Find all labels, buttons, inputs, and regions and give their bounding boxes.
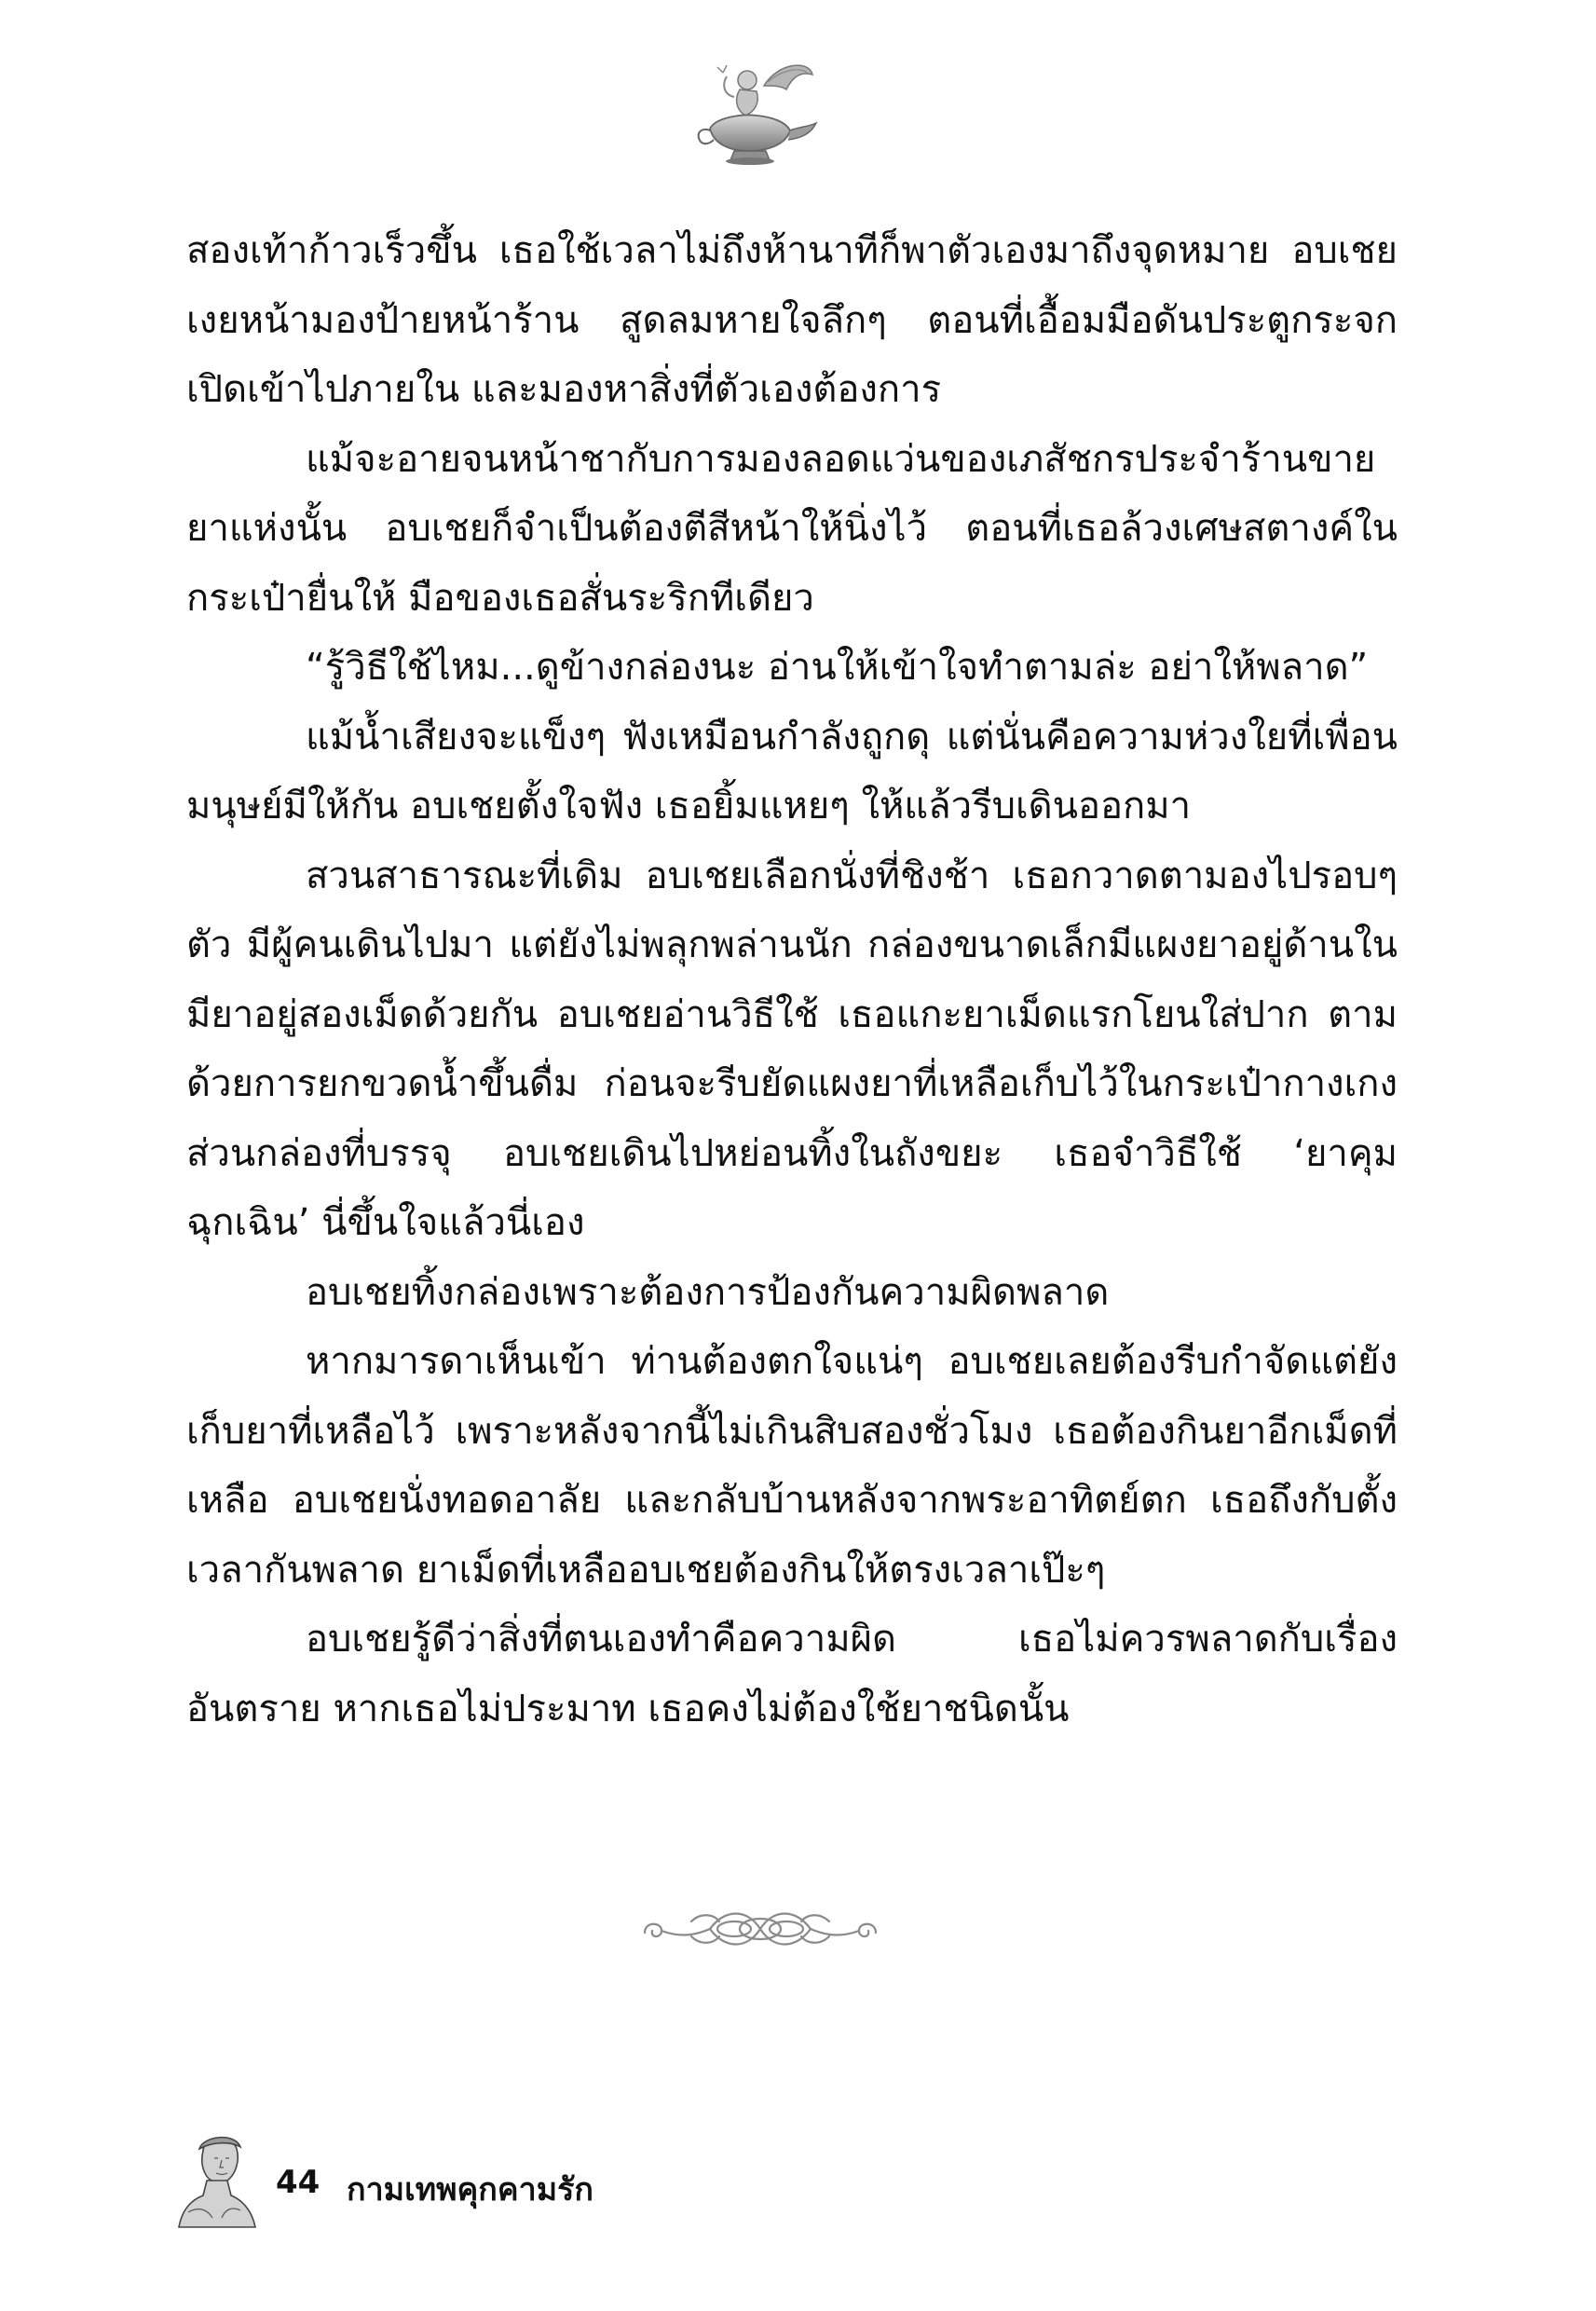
book-title: กามเทพคุกคามรัก <box>347 2171 593 2208</box>
scroll-flourish-icon <box>635 1901 885 1957</box>
body-text <box>186 216 1398 1744</box>
page-number: 44 <box>276 2164 321 2201</box>
paragraph: หากมารดาเห็นเข้า ท่านต้องตกใจแน่ๆ อบเชยเลยต้องรีบกำจัดแต่ยังเก็บยาที่เหลือไว้ เพราะหลังจากนี้ไม่เกินสิบสองชั่วโมง เธอต้องกินยาอีกเม็ดที่เหลือ อบเชยนั่งทอดอาลัย และกลับบ้านหลังจากพระอาทิตย์ตก เธอถึงกับตั้งเวลากันพลาด ยาเม็ดที่เหลืออบเชยต้องกินให้ตรงเวลาเป๊ะๆ <box>186 1340 1398 1592</box>
cupid-lamp-ornament-icon <box>689 58 820 168</box>
paragraph: แม้จะอายจนหน้าชากับการมองลอดแว่นของเภสัชกรประจำร้านขายยาแห่งนั้น อบเชยก็จำเป็นต้องตีสีหน้าให้นิ่งไว้ ตอนที่เธอล้วงเศษสตางค์ในกระเป๋ายื่นให้ มือของเธอสั่นระริกทีเดียว <box>186 437 1398 620</box>
statue-bust-icon <box>175 2134 259 2229</box>
paragraph: อบเชยทิ้งกล่องเพราะต้องการป้องกันความผิดพลาด <box>306 1270 1110 1314</box>
paragraph: แม้น้ำเสียงจะแข็งๆ ฟังเหมือนกำลังถูกดุ แต่นั่นคือความห่วงใยที่เพื่อนมนุษย์มีให้กัน อบเชยตั้งใจฟัง เธอยิ้มแหยๆ ให้แล้วรีบเดินออกมา <box>186 715 1398 827</box>
paragraph: อบเชยรู้ดีว่าสิ่งที่ตนเองทำคือความผิด เธอไม่ควรพลาดกับเรื่องอันตราย หากเธอไม่ประมาท เธอคงไม่ต้องใช้ยาชนิดนั้น <box>186 1618 1398 1730</box>
paragraph-dialogue: “รู้วิธีใช้ไหม...ดูข้างกล่องนะ อ่านให้เข้าใจทำตามล่ะ อย่าให้พลาด” <box>306 646 1369 689</box>
paragraph: สวนสาธารณะที่เดิม อบเชยเลือกนั่งที่ชิงช้า เธอกวาดตามองไปรอบๆ ตัว มีผู้คนเดินไปมา แต่ยังไม่พลุกพล่านนัก กล่องขนาดเล็กมีแผงยาอยู่ด้านใน มียาอยู่สองเม็ดด้วยกัน อบเชยอ่านวิธีใช้ เธอแกะยาเม็ดแรกโยนใส่ปาก ตามด้วยการยกขวดน้ำขึ้นดื่ม ก่อนจะรีบยัดแผงยาที่เหลือเก็บไว้ในกระเป๋ากางเกง ส่วนกล่องที่บรรจุ อบเชยเดินไปหย่อนทิ้งในถังขยะ เธอจำวิธีใช้ ‘ยาคุมฉุกเฉิน’ นี่ขึ้นใจแล้วนี่เอง <box>186 854 1398 1244</box>
paragraph: สองเท้าก้าวเร็วขึ้น เธอใช้เวลาไม่ถึงห้านาทีก็พาตัวเองมาถึงจุดหมาย อบเชยเงยหน้ามองป้ายหน้าร้าน สูดลมหายใจลึกๆ ตอนที่เอื้อมมือดันประตูกระจกเปิดเข้าไปภายใน และมองหาสิ่งที่ตัวเองต้องการ <box>186 229 1398 411</box>
